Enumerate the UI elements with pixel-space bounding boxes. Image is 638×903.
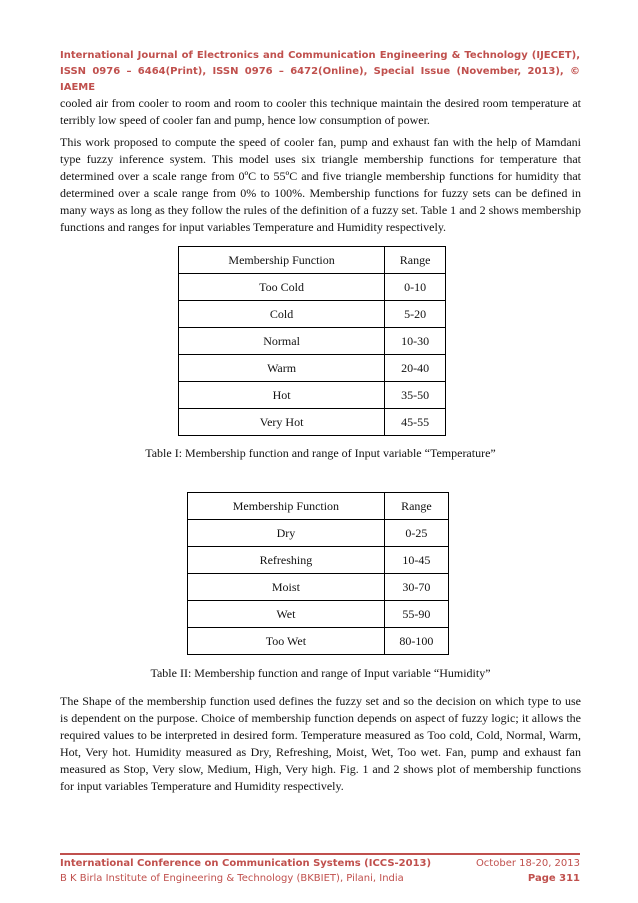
membership-cell: Hot <box>179 382 385 409</box>
range-cell: 55-90 <box>384 601 448 628</box>
membership-cell: Very Hot <box>179 409 385 436</box>
paragraph-1: cooled air from cooler to room and room to cooler this technique maintain the desired room temperature at terribly low speed of cooler fan and pump, hence low consumption of power. <box>60 96 581 127</box>
table-row <box>179 355 446 382</box>
table-row <box>188 547 449 574</box>
range-cell: 0-25 <box>384 520 448 547</box>
column-header-membership: Membership Function <box>179 247 385 274</box>
paragraph-3: The Shape of the membership function used defines the fuzzy set and so the decision on which type to use is dependent on the purpose. Choice of membership function depends on aspect of fuzzy logic; it allows the required values to be interpreted in desired form. Temperature measured as Too cold, Cold, Normal, Warm, Hot, Very hot. Humidity measured as Dry, Refreshing, Moist, Wet, Too wet. Fan, pump and exhaust fan measured as Stop, Very slow, Medium, High, Very high. Fig. 1 and 2 shows plot of membership functions for input variables Temperature and Humidity respectively. <box>60 694 581 793</box>
footer-dates: October 18-20, 2013 <box>475 858 580 869</box>
range-cell: 35-50 <box>385 382 446 409</box>
table1-caption: Table I: Membership function and range of Input variable “Temperature” <box>145 446 496 460</box>
footer-line1 <box>60 858 580 869</box>
membership-cell: Warm <box>179 355 385 382</box>
table-header-row <box>179 247 446 274</box>
table-row <box>179 274 446 301</box>
table-row <box>179 328 446 355</box>
membership-cell: Cold <box>179 301 385 328</box>
range-cell: 20-40 <box>385 355 446 382</box>
range-cell: 30-70 <box>384 574 448 601</box>
column-header-membership: Membership Function <box>188 493 385 520</box>
footer-page-number: Page 311 <box>527 873 580 884</box>
membership-cell: Wet <box>188 601 385 628</box>
table-row <box>179 382 446 409</box>
footer-institute: B K Birla Institute of Engineering & Technology (BKBIET), Pilani, India <box>60 873 404 884</box>
footer-divider <box>60 853 580 855</box>
table-row <box>188 520 449 547</box>
range-cell: 10-45 <box>384 547 448 574</box>
temperature-membership-table <box>178 246 446 436</box>
table2-caption: Table II: Membership function and range of Input variable “Humidity” <box>150 666 491 680</box>
range-cell: 0-10 <box>385 274 446 301</box>
column-header-range: Range <box>384 493 448 520</box>
column-header-range: Range <box>385 247 446 274</box>
paragraph-2: This work proposed to compute the speed of cooler fan, pump and exhaust fan with the help of Mamdani type fuzzy inference system. This model uses six triangle membership functions for temperature that determined over a scale range from 0ºC to 55ºC and five triangle membership functions for humidity that determined over a scale range from 0% to 100%. Membership functions for fuzzy sets can be defined in many ways as long as they follow the rules of the definition of a fuzzy set. Table 1 and 2 shows membership functions and ranges for input variables Temperature and Humidity respectively. <box>60 135 581 234</box>
membership-cell: Refreshing <box>188 547 385 574</box>
membership-cell: Dry <box>188 520 385 547</box>
range-cell: 5-20 <box>385 301 446 328</box>
table-row <box>188 574 449 601</box>
table-row <box>188 601 449 628</box>
membership-cell: Too Cold <box>179 274 385 301</box>
membership-cell: Normal <box>179 328 385 355</box>
table-header-row <box>188 493 449 520</box>
footer-conference: International Conference on Communication Systems (ICCS-2013) <box>60 858 432 869</box>
range-cell: 45-55 <box>385 409 446 436</box>
footer-line2 <box>60 873 580 884</box>
humidity-membership-table <box>187 492 449 655</box>
table-row <box>179 409 446 436</box>
journal-header-line2: ISSN 0976 – 6464(Print), ISSN 0976 – 6472(Online), Special Issue (November, 2013), © IAEME <box>60 66 580 93</box>
range-cell: 10-30 <box>385 328 446 355</box>
journal-header-line1: International Journal of Electronics and Communication Engineering & Technology (IJECET), <box>60 50 580 61</box>
table-row <box>188 628 449 655</box>
membership-cell: Moist <box>188 574 385 601</box>
table-row <box>179 301 446 328</box>
range-cell: 80-100 <box>384 628 448 655</box>
journal-header <box>60 48 580 96</box>
membership-cell: Too Wet <box>188 628 385 655</box>
